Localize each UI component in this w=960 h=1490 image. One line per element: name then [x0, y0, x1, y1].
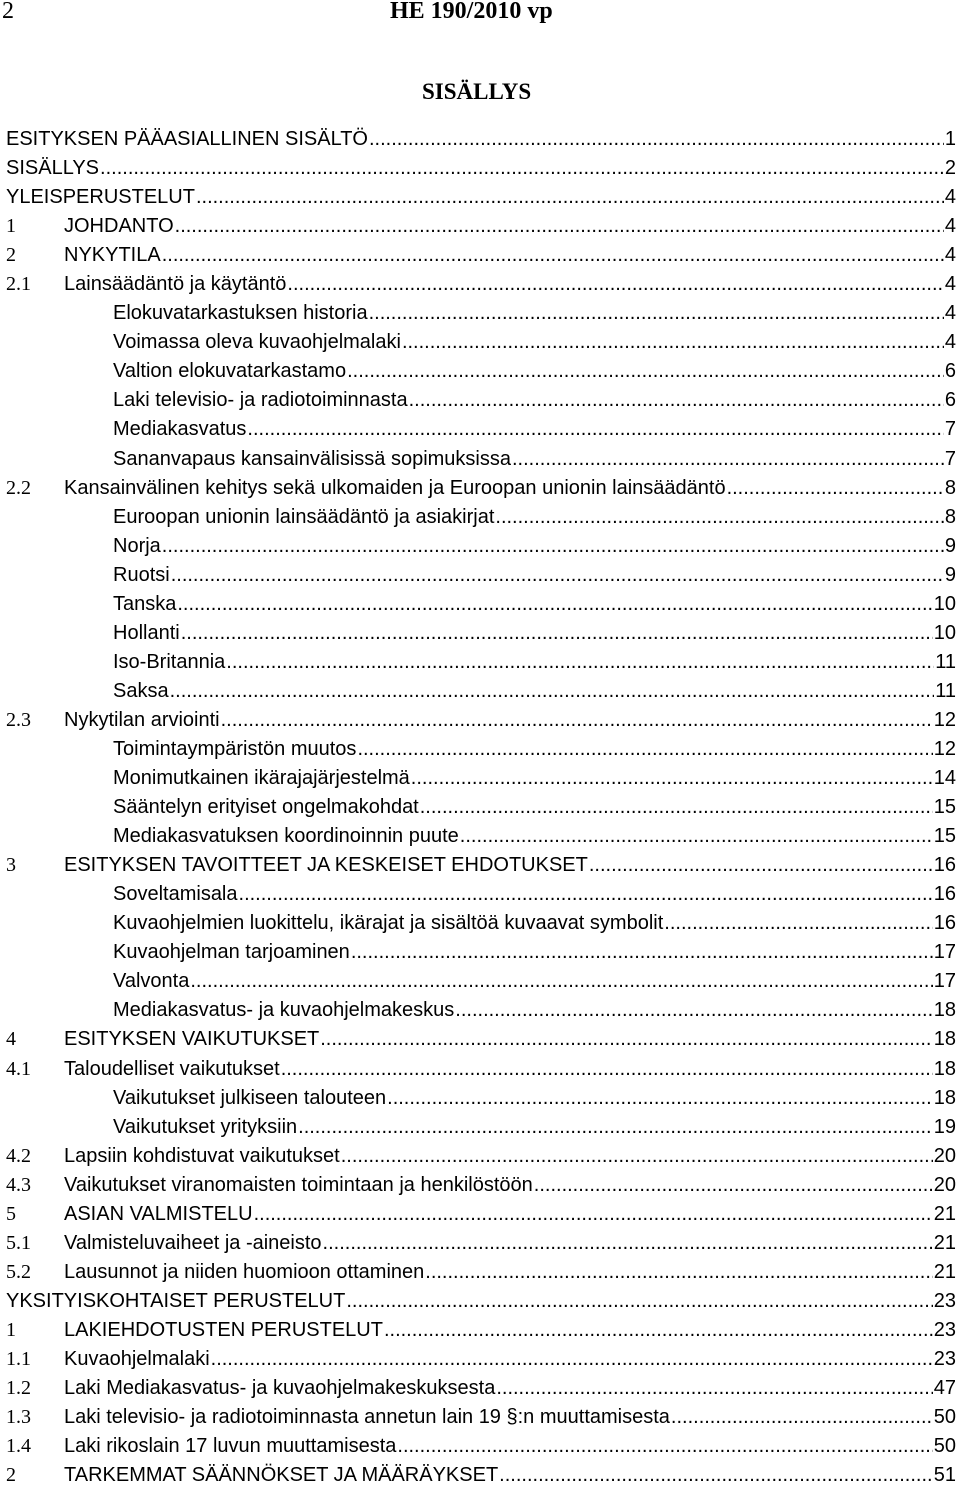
toc-dot-leader — [281, 1055, 933, 1084]
toc-entry-page: 10 — [933, 592, 956, 615]
toc-heading: SISÄLLYS — [422, 79, 532, 104]
toc-entry-label: Vaikutukset yrityksiin — [113, 1115, 298, 1138]
toc-entry[interactable] — [6, 822, 956, 851]
toc-entry-page: 15 — [933, 825, 956, 848]
toc-entry[interactable] — [6, 1142, 956, 1171]
toc-entry[interactable] — [6, 561, 956, 590]
toc-entry-label: Kansainvälinen kehitys sekä ulkomaiden ja Euroopan unionin lainsäädäntö — [64, 476, 726, 499]
toc-entry-page: 18 — [933, 1086, 956, 1109]
toc-entry-label: Tanska — [113, 592, 177, 615]
toc-dot-leader — [346, 1287, 932, 1316]
toc-entry[interactable] — [6, 1403, 956, 1432]
toc-entry-label: Voimassa oleva kuvaohjelmalaki — [113, 331, 401, 354]
toc-entry-label: Norja — [113, 534, 161, 557]
toc-dot-leader — [495, 503, 943, 532]
toc-entry-label: Elokuvatarkastuksen historia — [113, 302, 368, 325]
toc-entry-page: 11 — [935, 679, 956, 702]
toc-entry[interactable] — [6, 1374, 956, 1403]
toc-dot-leader — [496, 1374, 932, 1403]
toc-entry[interactable] — [6, 967, 956, 996]
toc-entry-page: 16 — [933, 883, 956, 906]
toc-dot-leader — [171, 561, 944, 590]
toc-entry-page: 19 — [933, 1115, 956, 1138]
toc-dot-leader — [170, 677, 935, 706]
toc-entry-page: 9 — [944, 563, 956, 586]
toc-entry-label: Iso-Britannia — [113, 650, 226, 673]
toc-entry-page: 8 — [944, 476, 956, 499]
toc-entry-page: 12 — [933, 708, 956, 731]
toc-entry-number: 2 — [6, 1464, 16, 1487]
toc-dot-leader — [534, 1171, 933, 1200]
toc-dot-leader — [589, 851, 933, 880]
toc-entry-number: 4.1 — [6, 1057, 31, 1080]
toc-entry-label: YKSITYISKOHTAISET PERUSTELUT — [6, 1289, 346, 1312]
toc-entry-page: 11 — [935, 650, 956, 673]
toc-entry-number: 1.1 — [6, 1347, 31, 1370]
toc-entry-label: ESITYKSEN TAVOITTEET JA KESKEISET EHDOTUKSET — [64, 854, 588, 877]
toc-entry[interactable] — [6, 1171, 956, 1200]
toc-entry-page: 23 — [933, 1318, 956, 1341]
toc-entry[interactable] — [6, 909, 956, 938]
toc-entry-label: Monimutkainen ikärajajärjestelmä — [113, 767, 410, 790]
toc-entry-page: 20 — [933, 1173, 956, 1196]
toc-dot-leader — [384, 1316, 933, 1345]
toc-dot-leader — [323, 1229, 933, 1258]
toc-entry[interactable] — [6, 1055, 956, 1084]
toc-entry[interactable] — [6, 125, 956, 154]
toc-dot-leader — [402, 328, 944, 357]
toc-entry-label: Soveltamisala — [113, 883, 238, 906]
toc-dot-leader — [298, 1113, 933, 1142]
toc-entry-number: 4 — [6, 1028, 16, 1051]
toc-entry[interactable] — [6, 677, 956, 706]
toc-entry[interactable] — [6, 764, 956, 793]
toc-entry-label: Taloudelliset vaikutukset — [64, 1057, 280, 1080]
toc-dot-leader — [177, 590, 932, 619]
toc-entry-number: 2.1 — [6, 273, 31, 296]
toc-entry-page: 4 — [944, 244, 956, 267]
toc-entry-page: 15 — [933, 796, 956, 819]
toc-dot-leader — [727, 474, 944, 503]
toc-dot-leader — [357, 735, 932, 764]
toc-entry-number: 1.2 — [6, 1377, 31, 1400]
toc-entry[interactable] — [6, 299, 956, 328]
toc-entry-page: 6 — [944, 360, 956, 383]
document-id: HE 190/2010 vp — [390, 0, 553, 24]
toc-dot-leader — [162, 241, 944, 270]
toc-dot-leader — [221, 706, 933, 735]
toc-entry[interactable] — [6, 1229, 956, 1258]
toc-entry-label: Kuvaohjelmien luokittelu, ikärajat ja sisältöä kuvaavat symbolit — [113, 912, 664, 935]
toc-entry-label: Kuvaohjelmalaki — [64, 1347, 210, 1370]
toc-entry-number: 4.2 — [6, 1144, 31, 1167]
toc-entry-label: LAKIEHDOTUSTEN PERUSTELUT — [64, 1318, 383, 1341]
toc-entry[interactable] — [6, 503, 956, 532]
toc-entry-label: Laki rikoslain 17 luvun muuttamisesta — [64, 1435, 397, 1458]
toc-entry[interactable] — [6, 532, 956, 561]
toc-entry-page: 14 — [933, 767, 956, 790]
toc-entry-number: 2.2 — [6, 476, 31, 499]
toc-entry-page: 6 — [944, 389, 956, 412]
toc-entry-page: 4 — [944, 215, 956, 238]
toc-entry[interactable] — [6, 996, 956, 1025]
toc-entry-page: 16 — [933, 854, 956, 877]
toc-entry-number: 2 — [6, 244, 16, 267]
toc-entry-page: 16 — [933, 912, 956, 935]
toc-entry-label: Euroopan unionin lainsäädäntö ja asiakirjat — [113, 505, 495, 528]
toc-entry-page: 2 — [944, 157, 956, 180]
table-of-contents — [6, 125, 956, 1490]
toc-entry-label: Valmisteluvaiheet ja -aineisto — [64, 1231, 322, 1254]
toc-entry-label: ASIAN VALMISTELU — [64, 1202, 253, 1225]
toc-entry[interactable] — [6, 880, 956, 909]
toc-entry-page: 1 — [944, 128, 956, 150]
toc-entry-number: 1 — [6, 215, 16, 238]
toc-dot-leader — [369, 125, 944, 154]
toc-dot-leader — [664, 909, 932, 938]
toc-entry-number: 4.3 — [6, 1173, 31, 1196]
toc-entry-number: 1 — [6, 1318, 16, 1341]
toc-dot-leader — [460, 822, 933, 851]
toc-dot-leader — [341, 1142, 933, 1171]
toc-entry[interactable] — [6, 938, 956, 967]
toc-entry[interactable] — [6, 1084, 956, 1113]
toc-entry-label: Mediakasvatuksen koordinoinnin puute — [113, 825, 459, 848]
toc-entry-page: 23 — [933, 1289, 956, 1312]
toc-entry-label: Sääntelyn erityiset ongelmakohdat — [113, 796, 419, 819]
toc-dot-leader — [455, 996, 932, 1025]
toc-dot-leader — [287, 270, 943, 299]
toc-entry[interactable] — [6, 1432, 956, 1461]
toc-entry-page: 8 — [944, 505, 956, 528]
toc-entry-label: TARKEMMAT SÄÄNNÖKSET JA MÄÄRÄYKSET — [64, 1464, 499, 1487]
toc-dot-leader — [347, 357, 944, 386]
toc-entry-page: 20 — [933, 1144, 956, 1167]
toc-entry-number: 1.3 — [6, 1406, 31, 1429]
toc-entry-label: SISÄLLYS — [6, 157, 100, 180]
toc-dot-leader — [351, 938, 933, 967]
toc-entry-page: 7 — [944, 447, 956, 470]
toc-dot-leader — [181, 619, 933, 648]
toc-entry[interactable] — [6, 212, 956, 241]
toc-dot-leader — [411, 764, 933, 793]
toc-entry-label: Kuvaohjelman tarjoaminen — [113, 941, 350, 964]
toc-dot-leader — [162, 532, 944, 561]
toc-entry-label: Lausunnot ja niiden huomioon ottaminen — [64, 1260, 425, 1283]
toc-entry-label: YLEISPERUSTELUT — [6, 186, 195, 209]
toc-entry[interactable] — [6, 1200, 956, 1229]
toc-entry[interactable] — [6, 445, 956, 474]
toc-entry-page: 18 — [933, 999, 956, 1022]
toc-entry-page: 21 — [933, 1231, 956, 1254]
toc-dot-leader — [100, 154, 944, 183]
toc-entry-label: Vaikutukset julkiseen talouteen — [113, 1086, 387, 1109]
toc-entry[interactable] — [6, 183, 956, 212]
toc-entry-number: 2.3 — [6, 708, 31, 731]
toc-entry[interactable] — [6, 619, 956, 648]
toc-entry-page: 18 — [933, 1057, 956, 1080]
toc-entry[interactable] — [6, 241, 956, 270]
toc-dot-leader — [226, 648, 934, 677]
toc-entry[interactable] — [6, 270, 956, 299]
toc-dot-leader — [196, 183, 944, 212]
toc-entry-page: 17 — [933, 970, 956, 993]
toc-entry[interactable] — [6, 415, 956, 444]
toc-entry[interactable] — [6, 154, 956, 183]
toc-entry-number: 5.2 — [6, 1260, 31, 1283]
toc-entry[interactable] — [6, 386, 956, 415]
toc-entry-page: 7 — [944, 418, 956, 441]
toc-entry-label: Lainsäädäntö ja käytäntö — [64, 273, 287, 296]
toc-entry[interactable] — [6, 1258, 956, 1287]
toc-entry[interactable] — [6, 793, 956, 822]
toc-entry-label: ESITYKSEN VAIKUTUKSET — [64, 1028, 320, 1051]
toc-entry-page: 4 — [944, 273, 956, 296]
toc-dot-leader — [512, 445, 944, 474]
toc-entry-number: 3 — [6, 854, 16, 877]
toc-dot-leader — [211, 1345, 933, 1374]
toc-entry-label: NYKYTILA — [64, 244, 161, 267]
toc-entry-label: Laki televisio- ja radiotoiminnasta — [113, 389, 408, 412]
toc-dot-leader — [320, 1025, 933, 1054]
toc-entry-page: 21 — [933, 1260, 956, 1283]
toc-dot-leader — [409, 386, 944, 415]
toc-dot-leader — [671, 1403, 933, 1432]
toc-entry-page: 47 — [933, 1377, 956, 1400]
toc-dot-leader — [190, 967, 932, 996]
toc-entry[interactable] — [6, 706, 956, 735]
toc-entry-label: Mediakasvatus — [113, 418, 247, 441]
toc-entry-label: Lapsiin kohdistuvat vaikutukset — [64, 1144, 340, 1167]
toc-dot-leader — [425, 1258, 932, 1287]
toc-entry[interactable] — [6, 590, 956, 619]
toc-entry-number: 1.4 — [6, 1435, 31, 1458]
toc-entry-label: JOHDANTO — [64, 215, 174, 238]
toc-entry-page: 17 — [933, 941, 956, 964]
toc-entry[interactable] — [6, 1287, 956, 1316]
toc-entry[interactable] — [6, 1461, 956, 1490]
toc-dot-leader — [254, 1200, 933, 1229]
toc-entry-label: ESITYKSEN PÄÄASIALLINEN SISÄLTÖ — [6, 128, 368, 150]
toc-entry-label: Ruotsi — [113, 563, 170, 586]
toc-entry-page: 50 — [933, 1435, 956, 1458]
page-number: 2 — [2, 0, 14, 24]
toc-entry[interactable] — [6, 735, 956, 764]
toc-entry-label: Laki televisio- ja radiotoiminnasta annetun lain 19 §:n muuttamisesta — [64, 1406, 670, 1429]
toc-entry-page: 51 — [933, 1464, 956, 1487]
toc-entry[interactable] — [6, 328, 956, 357]
toc-entry-label: Nykytilan arviointi — [64, 708, 220, 731]
toc-dot-leader — [175, 212, 944, 241]
toc-entry-label: Mediakasvatus- ja kuvaohjelmakeskus — [113, 999, 455, 1022]
toc-dot-leader — [499, 1461, 933, 1490]
toc-entry-label: Saksa — [113, 679, 169, 702]
toc-entry-label: Valvonta — [113, 970, 190, 993]
toc-dot-leader — [247, 415, 943, 444]
toc-entry-page: 23 — [933, 1347, 956, 1370]
toc-entry[interactable] — [6, 357, 956, 386]
toc-entry-label: Hollanti — [113, 621, 180, 644]
toc-entry-page: 10 — [933, 621, 956, 644]
toc-entry[interactable] — [6, 648, 956, 677]
toc-entry-page: 50 — [933, 1406, 956, 1429]
toc-entry-page: 21 — [933, 1202, 956, 1225]
toc-entry-label: Toimintaympäristön muutos — [113, 737, 357, 760]
toc-entry-page: 12 — [933, 737, 956, 760]
toc-entry-number: 5.1 — [6, 1231, 31, 1254]
toc-dot-leader — [369, 299, 944, 328]
toc-entry-page: 4 — [944, 186, 956, 209]
toc-entry-label: Valtion elokuvatarkastamo — [113, 360, 347, 383]
toc-entry[interactable] — [6, 1025, 956, 1054]
toc-dot-leader — [397, 1432, 932, 1461]
toc-entry-label: Vaikutukset viranomaisten toimintaan ja henkilöstöön — [64, 1173, 533, 1196]
toc-entry[interactable] — [6, 1345, 956, 1374]
toc-entry-page: 18 — [933, 1028, 956, 1051]
toc-entry[interactable] — [6, 851, 956, 880]
toc-entry-page: 4 — [944, 302, 956, 325]
toc-entry[interactable] — [6, 1316, 956, 1345]
toc-dot-leader — [420, 793, 933, 822]
toc-entry-label: Sananvapaus kansainvälisissä sopimuksissa — [113, 447, 511, 470]
toc-entry-page: 9 — [944, 534, 956, 557]
toc-entry[interactable] — [6, 1113, 956, 1142]
toc-entry-label: Laki Mediakasvatus- ja kuvaohjelmakeskuksesta — [64, 1377, 496, 1400]
toc-dot-leader — [387, 1084, 933, 1113]
toc-entry[interactable] — [6, 474, 956, 503]
toc-dot-leader — [239, 880, 933, 909]
toc-entry-number: 5 — [6, 1202, 16, 1225]
toc-entry-page: 4 — [944, 331, 956, 354]
